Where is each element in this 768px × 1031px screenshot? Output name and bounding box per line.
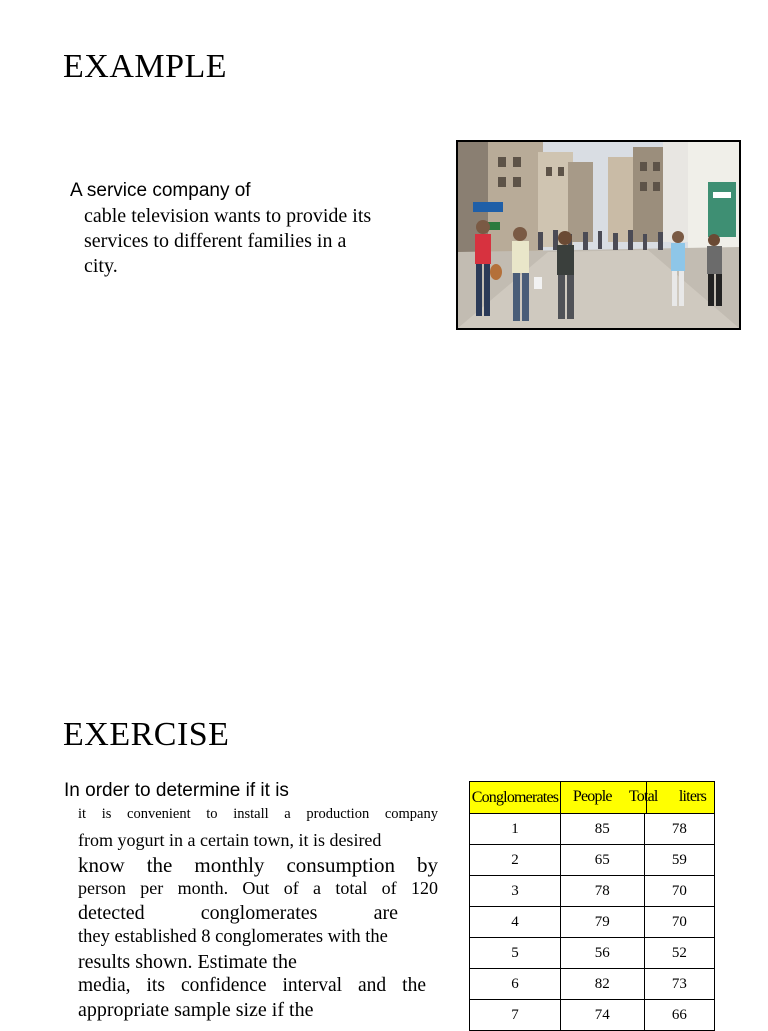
table-cell: 6 [470, 969, 561, 1000]
example-line-2: services to different families in a [84, 230, 347, 252]
table-cell: 3 [470, 876, 561, 907]
table-cell: 56 [560, 938, 644, 969]
table-cell: 85 [560, 814, 644, 845]
header-liters: liters [678, 788, 707, 805]
exercise-line-4: person per month. Out of a total of 120 [78, 878, 438, 898]
street-photo-illustration [458, 142, 739, 328]
exercise-title: EXERCISE [63, 716, 230, 753]
table-cell: 78 [644, 814, 714, 845]
table-cell: 59 [644, 845, 714, 876]
exercise-line-7: results shown. Estimate the [78, 951, 297, 973]
conglomerates-table [469, 781, 715, 1031]
table-cell: 73 [644, 969, 714, 1000]
table-cell: 7 [470, 1000, 561, 1031]
table-cell: 70 [644, 907, 714, 938]
table-header-row [470, 782, 715, 814]
exercise-line-1: it is convenient to install a production company [78, 806, 438, 822]
table-cell: 78 [560, 876, 644, 907]
table-row [470, 907, 715, 938]
table-cell: 65 [560, 845, 644, 876]
exercise-line-6: they established 8 conglomerates with the [78, 927, 388, 947]
table-row [470, 876, 715, 907]
exercise-line-2: from yogurt in a certain town, it is desired [78, 830, 382, 850]
header-divider [646, 782, 647, 813]
header-total: Total [628, 788, 658, 805]
table-cell: 82 [560, 969, 644, 1000]
table-cell: 4 [470, 907, 561, 938]
table-cell: 52 [644, 938, 714, 969]
table-row [470, 1000, 715, 1031]
header-people-total-liters [560, 782, 714, 814]
example-lead-text: A service company of [70, 180, 251, 201]
exercise-line-9: appropriate sample size if the [78, 999, 314, 1021]
street-crowd-photo [456, 140, 741, 330]
header-conglomerates: Conglomerates [470, 782, 561, 814]
table-row [470, 969, 715, 1000]
table-cell: 5 [470, 938, 561, 969]
table-cell: 66 [644, 1000, 714, 1031]
exercise-line-5: detected conglomerates are [78, 902, 398, 924]
example-line-3: city. [84, 255, 118, 277]
exercise-lead-text: In order to determine if it is [64, 780, 289, 801]
table-row [470, 938, 715, 969]
exercise-line-3: know the monthly consumption by [78, 853, 438, 877]
example-line-1: cable television wants to provide its [84, 205, 372, 227]
table-cell: 70 [644, 876, 714, 907]
table-cell: 74 [560, 1000, 644, 1031]
table-row [470, 845, 715, 876]
example-title: EXAMPLE [63, 48, 228, 85]
table-cell: 79 [560, 907, 644, 938]
table-cell: 1 [470, 814, 561, 845]
exercise-line-8: media, its confidence interval and the [78, 975, 426, 996]
header-people: People [572, 788, 612, 805]
table-row [470, 814, 715, 845]
table-cell: 2 [470, 845, 561, 876]
